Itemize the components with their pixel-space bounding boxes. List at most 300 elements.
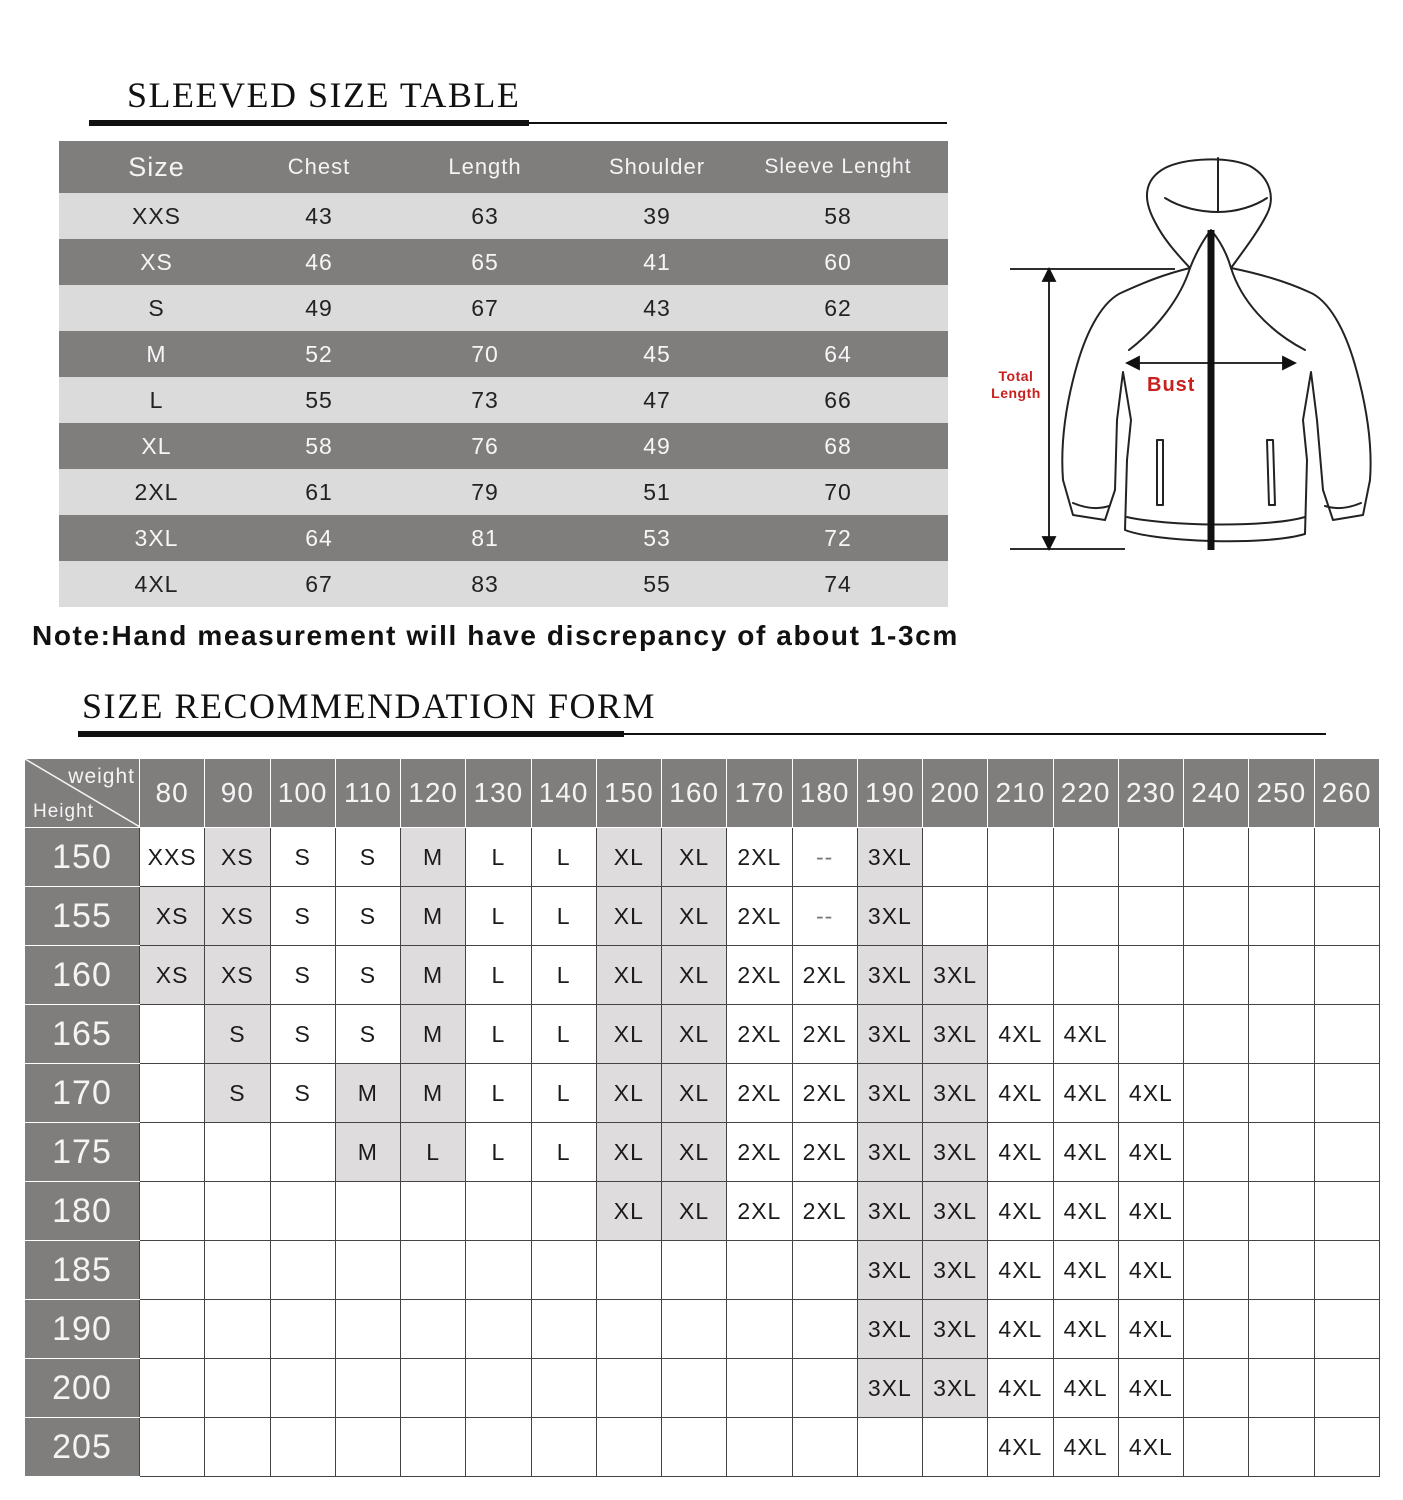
size-recommendation-cell [401, 1241, 466, 1300]
size-recommendation-cell [1249, 1182, 1314, 1241]
size-recommendation-cell: XL [662, 828, 727, 887]
measurement-cell: 67 [254, 561, 384, 607]
size-recommendation-cell [531, 1359, 596, 1418]
size-recommendation-cell: 4XL [1118, 1359, 1183, 1418]
height-row [25, 1005, 1380, 1064]
weight-header: 240 [1184, 759, 1249, 828]
size-recommendation-cell [1053, 828, 1118, 887]
size-recommendation-cell: 4XL [1053, 1300, 1118, 1359]
size-recommendation-cell [988, 946, 1053, 1005]
size-table-row [59, 239, 948, 285]
size-recommendation-cell [1118, 1005, 1183, 1064]
measurement-cell: 43 [586, 285, 728, 331]
size-recommendation-cell: 4XL [1118, 1418, 1183, 1477]
size-recommendation-cell: S [270, 1064, 335, 1123]
size-recommendation-cell [792, 1359, 857, 1418]
size-cell: 3XL [59, 515, 254, 561]
size-recommendation-cell: 3XL [857, 1064, 922, 1123]
size-recommendation-cell [1184, 1418, 1249, 1477]
size-recommendation-cell [140, 1359, 205, 1418]
height-header: 200 [25, 1359, 140, 1418]
header-sleeve-length: Sleeve Lenght [728, 141, 948, 193]
size-recommendation-cell [1118, 946, 1183, 1005]
size-recommendation-cell: 4XL [1118, 1300, 1183, 1359]
size-recommendation-cell: L [531, 1064, 596, 1123]
size-recommendation-cell [1314, 1123, 1379, 1182]
size-recommendation-cell: L [531, 1005, 596, 1064]
size-recommendation-cell [270, 1300, 335, 1359]
size-recommendation-cell [466, 1418, 531, 1477]
size-recommendation-cell: 3XL [923, 1182, 988, 1241]
size-recommendation-cell [1249, 1359, 1314, 1418]
weight-header: 260 [1314, 759, 1379, 828]
size-recommendation-cell: L [466, 887, 531, 946]
size-recommendation-cell [466, 1241, 531, 1300]
measurement-cell: 70 [384, 331, 586, 377]
size-recommendation-cell [1314, 1005, 1379, 1064]
header-length: Length [384, 141, 586, 193]
size-recommendation-cell: S [335, 887, 400, 946]
height-row [25, 1300, 1380, 1359]
size-recommendation-cell: 4XL [1118, 1123, 1183, 1182]
size-recommendation-cell: 4XL [988, 1300, 1053, 1359]
height-header: 155 [25, 887, 140, 946]
size-recommendation-cell: XL [596, 946, 661, 1005]
size-recommendation-cell: XL [596, 1182, 661, 1241]
size-recommendation-cell [1184, 1064, 1249, 1123]
recommendation-title: SIZE RECOMMENDATION FORM [82, 686, 657, 726]
size-recommendation-cell [531, 1182, 596, 1241]
weight-header: 150 [596, 759, 661, 828]
size-recommendation-cell [1118, 887, 1183, 946]
size-recommendation-cell: S [335, 1005, 400, 1064]
total-length-label-line2: Length [991, 385, 1041, 401]
size-recommendation-cell: 4XL [988, 1241, 1053, 1300]
size-recommendation-cell [727, 1300, 792, 1359]
size-recommendation-cell: L [466, 946, 531, 1005]
size-recommendation-cell [270, 1359, 335, 1418]
measurement-cell: 65 [384, 239, 586, 285]
size-recommendation-cell [140, 1300, 205, 1359]
size-recommendation-cell: 3XL [923, 1123, 988, 1182]
size-recommendation-cell [270, 1182, 335, 1241]
weight-header: 210 [988, 759, 1053, 828]
size-recommendation-cell [596, 1300, 661, 1359]
size-recommendation-cell: 4XL [988, 1182, 1053, 1241]
size-recommendation-cell [1249, 946, 1314, 1005]
size-recommendation-cell [727, 1241, 792, 1300]
size-recommendation-cell [270, 1123, 335, 1182]
size-recommendation-cell [205, 1123, 270, 1182]
size-recommendation-cell [1184, 887, 1249, 946]
measurement-cell: 72 [728, 515, 948, 561]
size-recommendation-cell: 3XL [857, 1359, 922, 1418]
weight-header: 140 [531, 759, 596, 828]
size-recommendation-cell: 4XL [1053, 1182, 1118, 1241]
size-recommendation-cell: 4XL [1053, 1005, 1118, 1064]
size-recommendation-cell: 3XL [857, 1123, 922, 1182]
weight-header-row [25, 759, 1380, 828]
size-recommendation-cell [140, 1241, 205, 1300]
measurement-cell: 46 [254, 239, 384, 285]
size-recommendation-cell: M [401, 946, 466, 1005]
size-recommendation-cell: 4XL [1053, 1359, 1118, 1418]
measurement-cell: 55 [586, 561, 728, 607]
size-recommendation-cell [401, 1359, 466, 1418]
size-recommendation-cell: L [531, 1123, 596, 1182]
size-recommendation-cell [140, 1418, 205, 1477]
size-recommendation-cell: 3XL [923, 1005, 988, 1064]
size-recommendation-cell [140, 1064, 205, 1123]
size-cell: 2XL [59, 469, 254, 515]
size-recommendation-cell: XS [205, 887, 270, 946]
measurement-cell: 49 [586, 423, 728, 469]
height-row [25, 1182, 1380, 1241]
title-underline-thick [89, 120, 529, 126]
size-recommendation-cell [988, 887, 1053, 946]
size-recommendation-cell: L [531, 887, 596, 946]
size-recommendation-cell: XL [596, 1064, 661, 1123]
size-recommendation-cell [335, 1182, 400, 1241]
size-recommendation-cell [335, 1300, 400, 1359]
size-table-row [59, 423, 948, 469]
size-recommendation-cell: XL [596, 1005, 661, 1064]
weight-header: 130 [466, 759, 531, 828]
size-recommendation-cell [727, 1359, 792, 1418]
height-header: 150 [25, 828, 140, 887]
size-recommendation-grid [24, 758, 1380, 1477]
bust-label: Bust [1147, 374, 1196, 396]
height-header: 165 [25, 1005, 140, 1064]
measurement-cell: 41 [586, 239, 728, 285]
size-table-row [59, 331, 948, 377]
size-recommendation-cell: S [270, 946, 335, 1005]
measurement-cell: 49 [254, 285, 384, 331]
size-recommendation-cell: XL [662, 887, 727, 946]
size-recommendation-cell [140, 1182, 205, 1241]
measurement-cell: 51 [586, 469, 728, 515]
size-recommendation-cell: 3XL [857, 1300, 922, 1359]
size-table-header [59, 141, 948, 193]
size-recommendation-cell [401, 1418, 466, 1477]
size-recommendation-cell [662, 1418, 727, 1477]
header-shoulder: Shoulder [586, 141, 728, 193]
size-recommendation-cell [1314, 828, 1379, 887]
size-recommendation-cell: XXS [140, 828, 205, 887]
size-recommendation-cell [335, 1241, 400, 1300]
size-recommendation-cell: XL [596, 828, 661, 887]
size-recommendation-cell [596, 1359, 661, 1418]
size-recommendation-cell: 3XL [857, 1182, 922, 1241]
size-recommendation-cell: 4XL [988, 1359, 1053, 1418]
weight-header: 110 [335, 759, 400, 828]
size-recommendation-cell: L [531, 828, 596, 887]
size-recommendation-cell [1053, 887, 1118, 946]
size-recommendation-cell [270, 1418, 335, 1477]
size-recommendation-cell [531, 1418, 596, 1477]
measurement-cell: 83 [384, 561, 586, 607]
weight-header: 180 [792, 759, 857, 828]
size-recommendation-cell [1184, 1182, 1249, 1241]
size-recommendation-cell: 4XL [988, 1418, 1053, 1477]
height-row [25, 1418, 1380, 1477]
size-recommendation-cell [140, 1005, 205, 1064]
size-recommendation-cell: 4XL [988, 1064, 1053, 1123]
size-recommendation-cell: 2XL [727, 1182, 792, 1241]
size-recommendation-cell: 2XL [727, 1123, 792, 1182]
size-recommendation-cell: 3XL [923, 946, 988, 1005]
header-size: Size [59, 141, 254, 193]
measurement-cell: 70 [728, 469, 948, 515]
measurement-cell: 74 [728, 561, 948, 607]
size-recommendation-cell: 4XL [1053, 1064, 1118, 1123]
measurement-cell: 67 [384, 285, 586, 331]
sleeved-size-table [59, 141, 948, 607]
size-recommendation-cell [596, 1418, 661, 1477]
size-recommendation-cell [401, 1300, 466, 1359]
height-row [25, 1123, 1380, 1182]
corner-height-label: Height [33, 801, 94, 822]
size-recommendation-cell [792, 1241, 857, 1300]
height-row [25, 887, 1380, 946]
size-recommendation-cell: XS [205, 828, 270, 887]
weight-header: 160 [662, 759, 727, 828]
size-recommendation-cell [1249, 887, 1314, 946]
measurement-cell: 64 [728, 331, 948, 377]
size-table-title: SLEEVED SIZE TABLE [127, 75, 521, 115]
height-header: 205 [25, 1418, 140, 1477]
size-recommendation-cell: 3XL [923, 1300, 988, 1359]
weight-header: 200 [923, 759, 988, 828]
size-recommendation-cell: XS [140, 887, 205, 946]
size-recommendation-cell: 3XL [923, 1241, 988, 1300]
measurement-cell: 47 [586, 377, 728, 423]
size-recommendation-cell [270, 1241, 335, 1300]
size-recommendation-cell [596, 1241, 661, 1300]
measurement-cell: 53 [586, 515, 728, 561]
height-row [25, 1064, 1380, 1123]
size-recommendation-cell: 3XL [857, 1005, 922, 1064]
weight-header: 80 [140, 759, 205, 828]
size-recommendation-cell [1314, 1300, 1379, 1359]
size-cell: M [59, 331, 254, 377]
size-recommendation-cell [1184, 1359, 1249, 1418]
size-recommendation-cell: -- [792, 887, 857, 946]
size-recommendation-cell: S [270, 887, 335, 946]
size-cell: S [59, 285, 254, 331]
size-recommendation-cell: 2XL [792, 1005, 857, 1064]
size-recommendation-cell: M [401, 1064, 466, 1123]
size-recommendation-cell [205, 1418, 270, 1477]
height-row [25, 1359, 1380, 1418]
size-recommendation-cell [1118, 828, 1183, 887]
size-recommendation-cell [1249, 1123, 1314, 1182]
height-row [25, 946, 1380, 1005]
height-header: 190 [25, 1300, 140, 1359]
size-recommendation-cell: M [401, 887, 466, 946]
size-recommendation-cell: -- [792, 828, 857, 887]
measurement-cell: 61 [254, 469, 384, 515]
measurement-cell: 62 [728, 285, 948, 331]
size-recommendation-cell [1184, 946, 1249, 1005]
size-recommendation-cell: L [401, 1123, 466, 1182]
size-recommendation-cell [1249, 828, 1314, 887]
weight-header: 170 [727, 759, 792, 828]
size-recommendation-cell: XL [662, 946, 727, 1005]
size-recommendation-cell [1314, 946, 1379, 1005]
size-recommendation-cell: 3XL [857, 1241, 922, 1300]
size-recommendation-cell [1249, 1300, 1314, 1359]
size-cell: XL [59, 423, 254, 469]
size-recommendation-cell [1314, 1064, 1379, 1123]
size-table-row [59, 561, 948, 607]
size-recommendation-cell: 4XL [1118, 1241, 1183, 1300]
size-table-row [59, 193, 948, 239]
size-recommendation-cell: 3XL [923, 1359, 988, 1418]
measurement-cell: 68 [728, 423, 948, 469]
size-recommendation-cell [662, 1300, 727, 1359]
header-chest: Chest [254, 141, 384, 193]
size-recommendation-cell: 2XL [727, 946, 792, 1005]
size-cell: L [59, 377, 254, 423]
size-recommendation-cell: L [466, 1064, 531, 1123]
size-recommendation-cell: 4XL [988, 1005, 1053, 1064]
size-recommendation-cell: 4XL [1053, 1123, 1118, 1182]
size-recommendation-cell: 3XL [923, 1064, 988, 1123]
size-recommendation-cell: L [466, 1005, 531, 1064]
size-recommendation-cell: 3XL [857, 828, 922, 887]
size-recommendation-cell: M [335, 1123, 400, 1182]
size-recommendation-cell [335, 1418, 400, 1477]
size-recommendation-cell [466, 1300, 531, 1359]
size-recommendation-cell: M [401, 828, 466, 887]
size-recommendation-cell: XS [140, 946, 205, 1005]
corner-cell [25, 759, 140, 828]
size-recommendation-cell [727, 1418, 792, 1477]
size-recommendation-cell [1249, 1064, 1314, 1123]
size-recommendation-cell: S [205, 1064, 270, 1123]
size-recommendation-cell: 2XL [727, 1005, 792, 1064]
height-header: 170 [25, 1064, 140, 1123]
size-recommendation-cell: 2XL [792, 1064, 857, 1123]
size-recommendation-cell [792, 1418, 857, 1477]
size-recommendation-cell [923, 1418, 988, 1477]
size-recommendation-cell: S [335, 946, 400, 1005]
size-recommendation-cell: 4XL [1118, 1182, 1183, 1241]
size-recommendation-cell: 2XL [792, 1182, 857, 1241]
size-recommendation-cell: XL [596, 1123, 661, 1182]
size-recommendation-cell: 2XL [727, 1064, 792, 1123]
size-cell: XS [59, 239, 254, 285]
size-recommendation-cell: M [401, 1005, 466, 1064]
size-recommendation-cell [1184, 1300, 1249, 1359]
size-cell: XXS [59, 193, 254, 239]
size-recommendation-cell: L [531, 946, 596, 1005]
corner-weight-label: weight [68, 765, 135, 788]
size-recommendation-cell: 2XL [727, 828, 792, 887]
size-recommendation-cell [1314, 1241, 1379, 1300]
size-recommendation-cell [1053, 946, 1118, 1005]
size-recommendation-cell [1314, 1418, 1379, 1477]
height-row [25, 1241, 1380, 1300]
size-recommendation-cell: 2XL [792, 946, 857, 1005]
weight-header: 90 [205, 759, 270, 828]
weight-header: 230 [1118, 759, 1183, 828]
size-recommendation-cell: XS [205, 946, 270, 1005]
size-table-row [59, 285, 948, 331]
size-recommendation-cell [466, 1182, 531, 1241]
size-recommendation-cell [401, 1182, 466, 1241]
size-recommendation-cell: 4XL [1053, 1241, 1118, 1300]
size-recommendation-cell: XL [596, 887, 661, 946]
measurement-cell: 39 [586, 193, 728, 239]
height-header: 175 [25, 1123, 140, 1182]
size-recommendation-cell: 4XL [988, 1123, 1053, 1182]
height-header: 185 [25, 1241, 140, 1300]
size-recommendation-cell: 3XL [857, 887, 922, 946]
title-underline-thin [529, 122, 947, 124]
size-recommendation-cell [1249, 1005, 1314, 1064]
rec-title-underline-thick [78, 731, 624, 737]
size-recommendation-cell [205, 1300, 270, 1359]
total-length-label-line1: Total [998, 368, 1034, 384]
measurement-cell: 66 [728, 377, 948, 423]
size-recommendation-cell: S [270, 828, 335, 887]
size-recommendation-cell [662, 1241, 727, 1300]
size-recommendation-cell [1249, 1241, 1314, 1300]
size-recommendation-cell: 4XL [1053, 1418, 1118, 1477]
size-recommendation-cell: S [205, 1005, 270, 1064]
measurement-cell: 64 [254, 515, 384, 561]
size-recommendation-cell [466, 1359, 531, 1418]
measurement-cell: 55 [254, 377, 384, 423]
size-recommendation-cell: XL [662, 1005, 727, 1064]
measurement-cell: 43 [254, 193, 384, 239]
measurement-cell: 60 [728, 239, 948, 285]
size-recommendation-cell [857, 1418, 922, 1477]
height-header: 180 [25, 1182, 140, 1241]
measurement-cell: 58 [728, 193, 948, 239]
size-recommendation-cell: 2XL [792, 1123, 857, 1182]
weight-header: 220 [1053, 759, 1118, 828]
size-recommendation-cell [923, 887, 988, 946]
height-header: 160 [25, 946, 140, 1005]
size-recommendation-cell [988, 828, 1053, 887]
weight-header: 190 [857, 759, 922, 828]
measurement-note: Note:Hand measurement will have discrepancy of about 1-3cm [32, 620, 959, 651]
size-table-row [59, 377, 948, 423]
jacket-diagram [991, 150, 1385, 560]
size-recommendation-cell [205, 1182, 270, 1241]
size-recommendation-cell: 3XL [857, 946, 922, 1005]
size-recommendation-cell [531, 1241, 596, 1300]
size-recommendation-cell [205, 1241, 270, 1300]
size-recommendation-cell [662, 1359, 727, 1418]
size-recommendation-cell: XL [662, 1064, 727, 1123]
size-recommendation-cell [792, 1300, 857, 1359]
size-recommendation-cell [1184, 1005, 1249, 1064]
size-recommendation-cell [1184, 1123, 1249, 1182]
size-recommendation-cell [140, 1123, 205, 1182]
size-recommendation-cell: L [466, 828, 531, 887]
size-recommendation-cell [923, 828, 988, 887]
size-recommendation-cell: 2XL [727, 887, 792, 946]
weight-header: 120 [401, 759, 466, 828]
measurement-cell: 58 [254, 423, 384, 469]
size-recommendation-cell [335, 1359, 400, 1418]
measurement-cell: 81 [384, 515, 586, 561]
size-recommendation-cell: S [270, 1005, 335, 1064]
